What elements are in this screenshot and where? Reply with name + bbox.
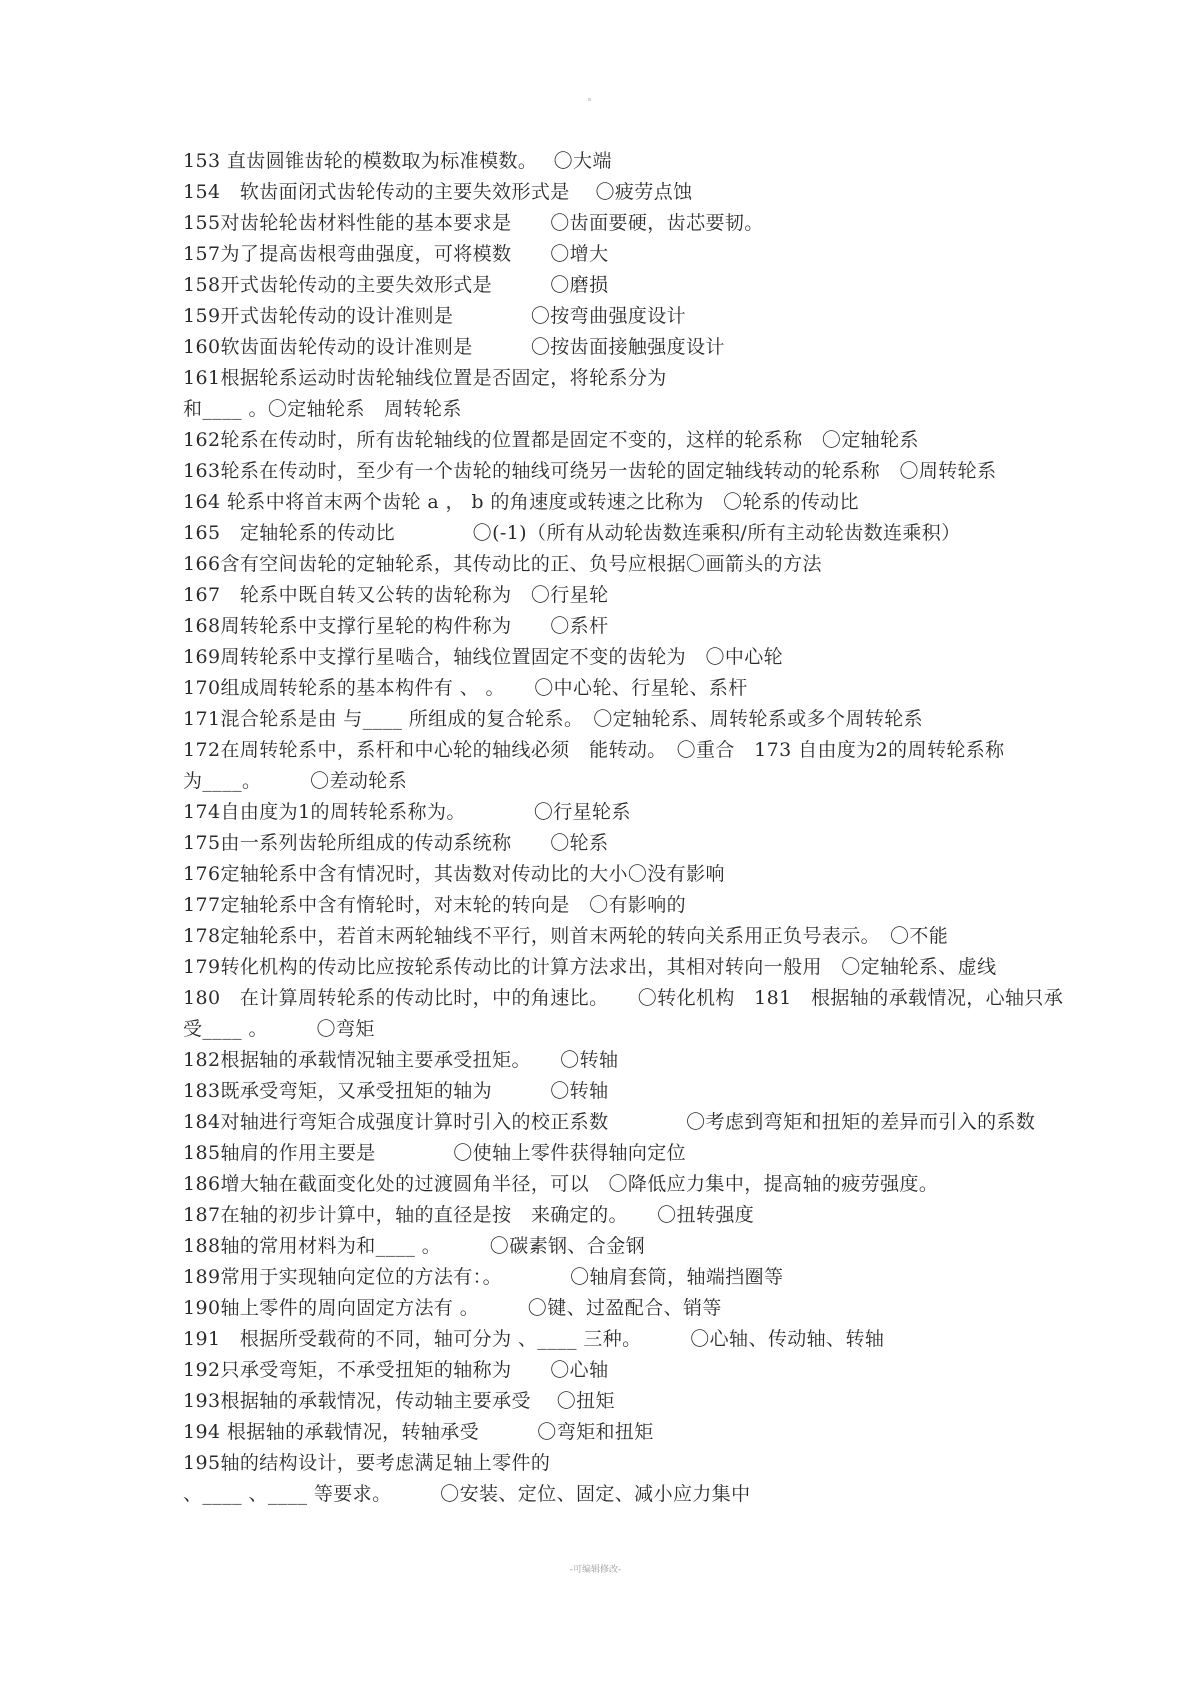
question-line: 169周转轮系中支撑行星啮合，轴线位置固定不变的齿轮为 〇中心轮 [183,646,784,668]
question-line: 172在周转轮系中，系杆和中心轮的轴线必须 能转动。 〇重合 173 自由度为2的周转轮系称 [183,739,1005,761]
question-line: 187在轴的初步计算中，轴的直径是按 来确定的。 〇扭转强度 [183,1204,755,1226]
question-line: 166含有空间齿轮的定轴轮系，其传动比的正、负号应根据〇画箭头的方法 [183,553,822,575]
question-line: 160软齿面齿轮传动的设计准则是 〇按齿面接触强度设计 [183,336,725,358]
question-line: 184对轴进行弯矩合成强度计算时引入的校正系数 〇考虑到弯矩和扭矩的差异而引入的系数 [183,1111,1036,1133]
question-line: 174自由度为1的周转轮系称为。 〇行星轮系 [183,801,631,823]
question-line: 175由一系列齿轮所组成的传动系统称 〇轮系 [183,832,609,854]
question-line: 157为了提高齿根弯曲强度，可将模数 〇增大 [183,243,609,265]
question-line: 155对齿轮轮齿材料性能的基本要求是 〇齿面要硬，齿芯要韧。 [183,212,764,234]
document-body [183,146,1143,1510]
question-line: 192只承受弯矩，不承受扭矩的轴称为 〇心轴 [183,1359,609,1381]
question-line: 159开式齿轮传动的设计准则是 〇按弯曲强度设计 [183,305,687,327]
question-line: 190轴上零件的周向固定方法有 。 〇键、过盈配合、销等 [183,1297,722,1319]
question-line: 176定轴轮系中含有情况时，其齿数对传动比的大小〇没有影响 [183,863,725,885]
question-line: 186增大轴在截面变化处的过渡圆角半径，可以 〇降低应力集中，提高轴的疲劳强度。 [183,1173,939,1195]
question-line: 178定轴轮系中，若首末两轮轴线不平行，则首末两轮的转向关系用正负号表示。 〇不能 [183,925,949,947]
question-line: 163轮系在传动时，至少有一个齿轮的轴线可绕另一齿轮的固定轴线转动的轮系称 〇周转轮系 [183,460,997,482]
question-line: 165 定轴轮系的传动比 〇(-1)（所有从动轮齿数连乘积/所有主动轮齿数连乘积） [183,522,961,544]
question-line: 185轴肩的作用主要是 〇使轴上零件获得轴向定位 [183,1142,687,1164]
question-line: 191 根据所受载荷的不同，轴可分为 、____ 三种。 〇心轴、传动轴、转轴 [183,1328,885,1350]
question-line: 158开式齿轮传动的主要失效形式是 〇磨损 [183,274,609,296]
question-line: 183既承受弯矩，又承受扭矩的轴为 〇转轴 [183,1080,609,1102]
question-line: 168周转轮系中支撑行星轮的构件称为 〇系杆 [183,615,609,637]
question-line: 179转化机构的传动比应按轮系传动比的计算方法求出，其相对转向一般用 〇定轴轮系、虚线 [183,956,997,978]
question-line: 164 轮系中将首末两个齿轮 a ， b 的角速度或转速之比称为 〇轮系的传动比 [183,491,859,513]
question-line: 161根据轮系运动时齿轮轴线位置是否固定，将轮系分为 [183,367,667,389]
page-footer: -可编辑修改- [569,1565,622,1575]
question-line: 167 轮系中既自转又公转的齿轮称为 〇行星轮 [183,584,609,606]
question-line: 177定轴轮系中含有惰轮时，对末轮的转向是 〇有影响的 [183,894,687,916]
question-line: 和____ 。〇定轴轮系 周转轮系 [183,398,462,420]
question-line: 195轴的结构设计，要考虑满足轴上零件的 [183,1452,551,1474]
question-line: 182根据轴的承载情况轴主要承受扭矩。 〇转轴 [183,1049,619,1071]
question-line: 154 软齿面闭式齿轮传动的主要失效形式是 〇疲劳点蚀 [183,181,693,203]
question-line: 153 直齿圆锥齿轮的模数取为标准模数。 〇大端 [183,150,612,172]
question-line: 194 根据轴的承载情况，转轴承受 〇弯矩和扭矩 [183,1421,654,1443]
question-line: 193根据轴的承载情况，传动轴主要承受 〇扭矩 [183,1390,615,1412]
question-line: 180 在计算周转轮系的传动比时，中的角速比。 〇转化机构 181 根据轴的承载情况，心轴只承 [183,987,1064,1009]
question-line: 188轴的常用材料为和____ 。 〇碳素钢、合金钢 [183,1235,646,1257]
question-line: 162轮系在传动时，所有齿轮轴线的位置都是固定不变的，这样的轮系称 〇定轴轮系 [183,429,919,451]
page-top-mark [588,98,591,101]
question-line: 为____。 〇差动轮系 [183,770,408,792]
question-line: 171混合轮系是由 与____ 所组成的复合轮系。 〇定轴轮系、周转轮系或多个周转轮系 [183,708,924,730]
question-line: 、____ 、____ 等要求。 〇安装、定位、固定、减小应力集中 [183,1483,751,1505]
question-line: 受____ 。 〇弯矩 [183,1018,375,1040]
question-line: 189常用于实现轴向定位的方法有：。 〇轴肩套筒，轴端挡圈等 [183,1266,784,1288]
question-line: 170组成周转轮系的基本构件有 、 。 〇中心轮、行星轮、系杆 [183,677,748,699]
